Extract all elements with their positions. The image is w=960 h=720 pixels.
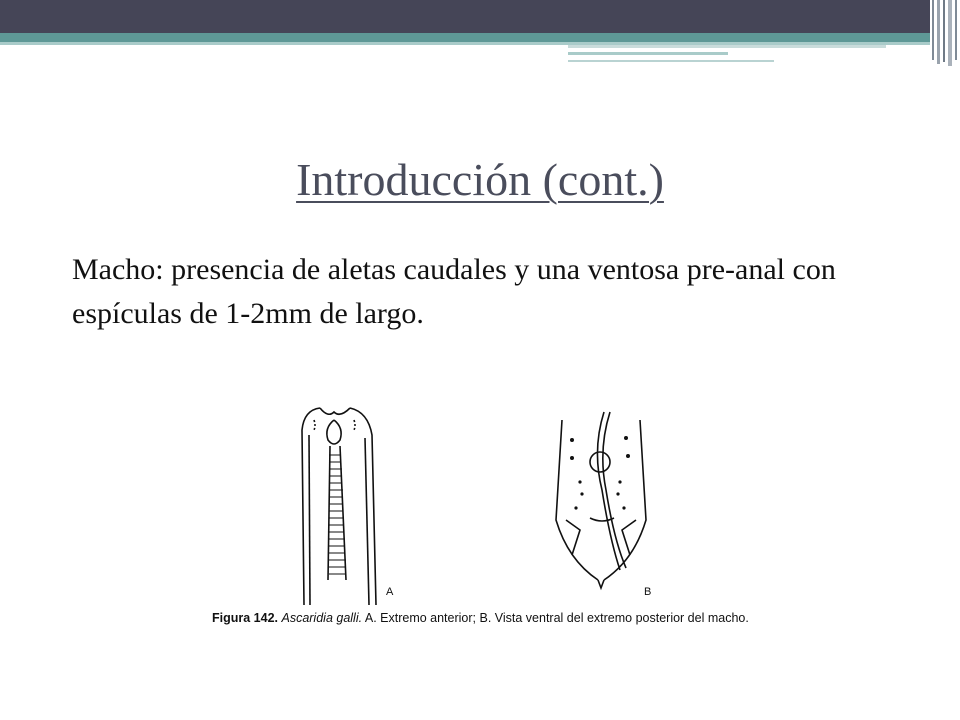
header-corner-decoration — [930, 0, 960, 66]
panel-b-label: B — [644, 586, 652, 598]
panel-a-dots-right — [354, 420, 355, 430]
panel-a-inner-right — [365, 438, 369, 605]
header-teal-stripe — [0, 33, 930, 42]
caption-species: Ascaridia galli. — [281, 611, 363, 625]
panel-b-ala-right — [622, 520, 636, 555]
panel-a-label: A — [386, 586, 394, 598]
caption-description: A. Extremo anterior; B. Vista ventral del extremo posterior del macho. — [362, 611, 749, 625]
panel-a-outer-left — [302, 408, 320, 605]
panel-a-dots-left — [314, 420, 315, 430]
figure-caption — [212, 610, 752, 626]
header-deco-line — [568, 60, 774, 62]
panel-b-ala-left — [566, 520, 580, 555]
worm-illustration — [200, 390, 760, 610]
panel-b-outer-right — [604, 420, 646, 580]
panel-b-sucker — [590, 452, 610, 472]
panel-b-tail — [598, 580, 604, 588]
header-deco-line — [568, 45, 886, 48]
panel-a-inner-left — [309, 435, 310, 605]
slide-body-text: Macho: presencia de aletas caudales y una ventosa pre-anal con espículas de 1-2mm de largo. — [72, 253, 836, 330]
caption-figure-number: Figura 142. — [212, 611, 278, 625]
panel-a-bulb — [327, 420, 341, 444]
panel-b-spicule-2 — [603, 412, 626, 568]
panel-b-spicule-1 — [597, 412, 620, 570]
panel-a-lips — [320, 408, 350, 414]
header-band — [0, 0, 960, 33]
ascaridia-figure — [200, 390, 760, 650]
panel-a-outer-right — [350, 408, 376, 605]
panel-b-cloaca — [590, 518, 614, 521]
panel-b-outer-left — [556, 420, 598, 580]
slide-title: Introducción (cont.) — [296, 154, 664, 205]
header-deco-line — [568, 52, 728, 55]
